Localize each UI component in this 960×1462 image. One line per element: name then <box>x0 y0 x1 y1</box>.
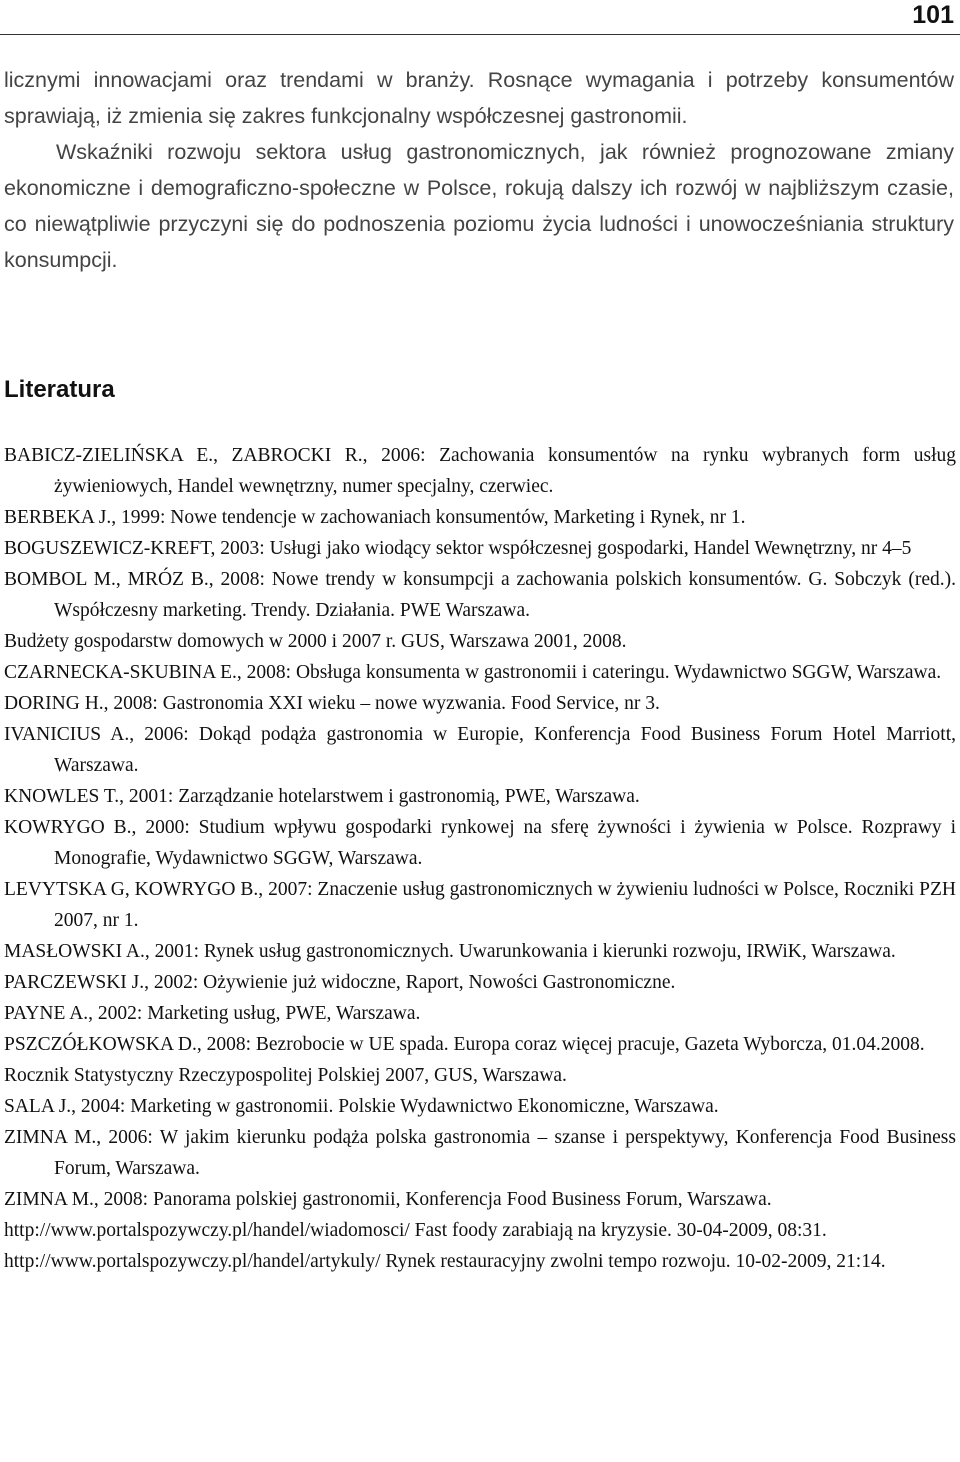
header-rule <box>0 34 960 35</box>
reference-item: IVANICIUS A., 2006: Dokąd podąża gastronomia w Europie, Konferencja Food Business Forum Hotel Marriott, Warszawa. <box>4 724 956 776</box>
reference-item: KNOWLES T., 2001: Zarządzanie hotelarstwem i gastronomią, PWE, Warszawa. <box>4 786 640 807</box>
reference-item: DORING H., 2008: Gastronomia XXI wieku – nowe wyzwania. Food Service, nr 3. <box>4 693 660 714</box>
reference-item: KOWRYGO B., 2000: Studium wpływu gospodarki rynkowej na sferę żywności i żywienia w Polsce. Rozprawy i Monografie, Wydawnictwo SGGW, Warszawa. <box>4 817 956 869</box>
page-number: 101 <box>912 1 954 29</box>
body-paragraph-1: licznymi innowacjami oraz trendami w branży. Rosnące wymagania i potrzeby konsumentów sprawiają, iż zmienia się zakres funkcjonalny współczesnej gastronomii. <box>4 68 954 128</box>
reference-item: BOMBOL M., MRÓZ B., 2008: Nowe trendy w konsumpcji a zachowania polskich konsumentów. G. Sobczyk (red.). Współczesny marketing. Trendy. Działania. PWE Warszawa. <box>4 569 956 621</box>
reference-item: BOGUSZEWICZ-KREFT, 2003: Usługi jako wiodący sektor współczesnej gospodarki, Handel Wewnętrzny, nr 4–5 <box>4 538 912 559</box>
reference-item: CZARNECKA-SKUBINA E., 2008: Obsługa konsumenta w gastronomii i cateringu. Wydawnictwo SGGW, Warszawa. <box>4 662 942 683</box>
reference-item: MASŁOWSKI A., 2001: Rynek usług gastronomicznych. Uwarunkowania i kierunki rozwoju, IRWiK, Warszawa. <box>4 941 896 962</box>
section-heading-literatura: Literatura <box>4 376 115 403</box>
reference-item: http://www.portalspozywczy.pl/handel/wiadomosci/ Fast foody zarabiają na kryzysie. 30-04-2009, 08:31. <box>4 1220 827 1241</box>
reference-item: LEVYTSKA G, KOWRYGO B., 2007: Znaczenie usług gastronomicznych w żywieniu ludności w Polsce, Roczniki PZH 2007, nr 1. <box>4 879 956 931</box>
reference-list <box>4 440 956 1277</box>
reference-item: PSZCZÓŁKOWSKA D., 2008: Bezrobocie w UE spada. Europa coraz więcej pracuje, Gazeta Wyborcza, 01.04.2008. <box>4 1034 925 1055</box>
body-text <box>4 62 954 278</box>
reference-item: ZIMNA M., 2008: Panorama polskiej gastronomii, Konferencja Food Business Forum, Warszawa. <box>4 1189 772 1210</box>
body-paragraph-2: Wskaźniki rozwoju sektora usług gastronomicznych, jak również prognozowane zmiany ekonomiczne i demograficzno-społeczne w Polsce, rokują dalszy ich rozwój w najbliższym czasie, co niewątpliwie przyczyni się do podnoszenia poziomu życia ludności i unowocześniania struktury konsumpcji. <box>4 140 954 272</box>
reference-item: Budżety gospodarstw domowych w 2000 i 2007 r. GUS, Warszawa 2001, 2008. <box>4 631 627 652</box>
reference-item: SALA J., 2004: Marketing w gastronomii. Polskie Wydawnictwo Ekonomiczne, Warszawa. <box>4 1096 719 1117</box>
reference-item: PAYNE A., 2002: Marketing usług, PWE, Warszawa. <box>4 1003 421 1024</box>
reference-item: ZIMNA M., 2006: W jakim kierunku podąża polska gastronomia – szanse i perspektywy, Konferencja Food Business Forum, Warszawa. <box>4 1127 956 1179</box>
reference-item: BABICZ-ZIELIŃSKA E., ZABROCKI R., 2006: Zachowania konsumentów na rynku wybranych form usług żywieniowych, Handel wewnętrzny, numer specjalny, czerwiec. <box>4 445 956 497</box>
reference-item: BERBEKA J., 1999: Nowe tendencje w zachowaniach konsumentów, Marketing i Rynek, nr 1. <box>4 507 746 528</box>
reference-item: Rocznik Statystyczny Rzeczypospolitej Polskiej 2007, GUS, Warszawa. <box>4 1065 567 1086</box>
reference-item: PARCZEWSKI J., 2002: Ożywienie już widoczne, Raport, Nowości Gastronomiczne. <box>4 972 676 993</box>
reference-item: http://www.portalspozywczy.pl/handel/artykuly/ Rynek restauracyjny zwolni tempo rozwoju. 10-02-2009, 21:14. <box>4 1251 886 1272</box>
